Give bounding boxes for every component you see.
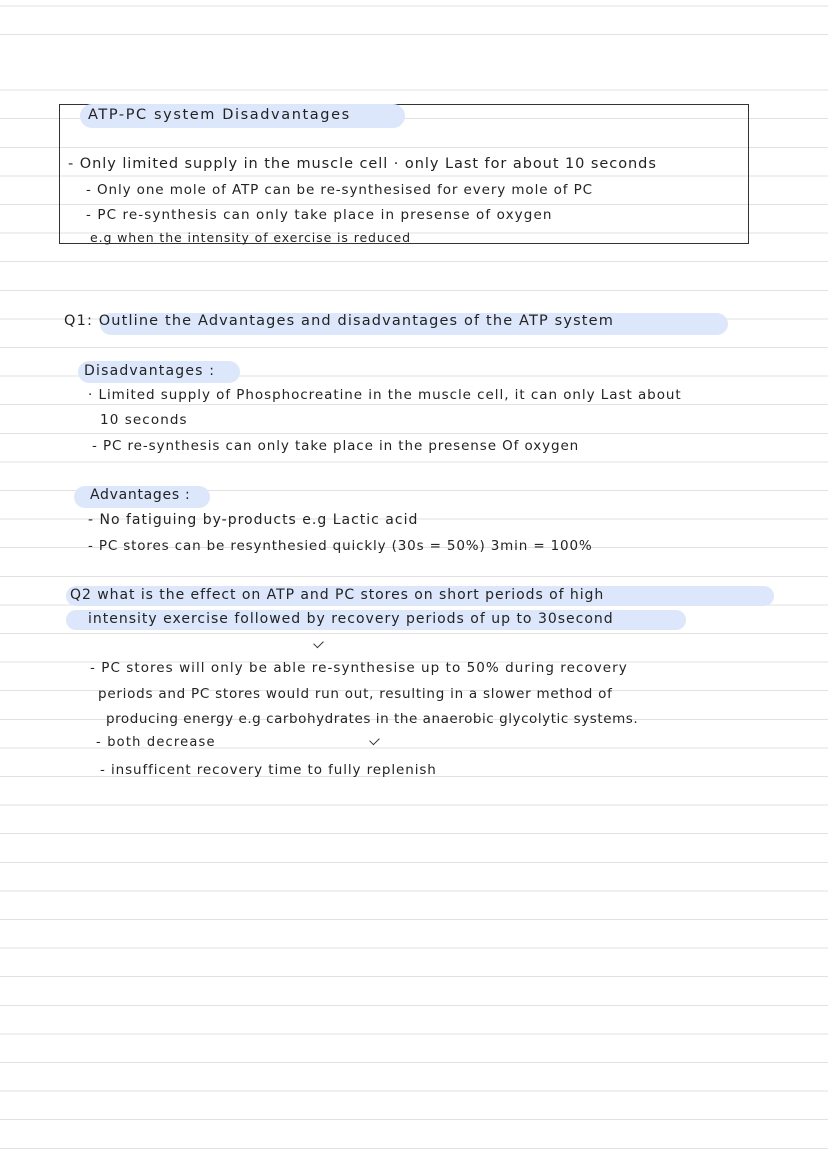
q2-question-line-1: Q2 what is the effect on ATP and PC stores on short periods of high [70,587,605,603]
disadvantage-line-3: - PC re-synthesis can only take place in the presense Of oxygen [92,438,580,454]
q2-answer-line-4: - both decrease [96,735,216,750]
advantage-line-2: - PC stores can be resynthesied quickly (30s = 50%) 3min = 100% [88,538,593,554]
box-line-1: - Only limited supply in the muscle cell · only Last for about 10 seconds [68,156,657,172]
q2-answer-line-2: periods and PC stores would run out, resulting in a slower method of [98,686,613,702]
disadvantages-heading: Disadvantages : [84,363,216,379]
q2-answer-line-3: producing energy e.g carbohydrates in the anaerobic glycolytic systems. [106,711,639,727]
advantages-heading: Advantages : [90,487,191,503]
q2-answer-line-1: - PC stores will only be able re-synthesise up to 50% during recovery [90,660,628,676]
disadvantage-line-1: · Limited supply of Phosphocreatine in the muscle cell, it can only Last about [88,387,682,403]
tick-mark-icon [313,638,324,649]
q2-question-line-2: intensity exercise followed by recovery periods of up to 30second [88,611,614,627]
box-line-4: e.g when the intensity of exercise is reduced [90,230,411,245]
disadvantage-line-2: 10 seconds [100,412,188,428]
advantage-line-1: - No fatiguing by-products e.g Lactic acid [88,512,419,528]
box-title: ATP-PC system Disadvantages [88,107,351,123]
box-line-2: - Only one mole of ATP can be re-synthesised for every mole of PC [86,182,593,198]
box-line-3: - PC re-synthesis can only take place in presense of oxygen [86,207,553,223]
q2-answer-line-5: - insufficent recovery time to fully replenish [100,762,437,778]
tick-mark-icon-2 [369,735,380,746]
q1-question: Q1: Outline the Advantages and disadvantages of the ATP system [64,313,614,329]
